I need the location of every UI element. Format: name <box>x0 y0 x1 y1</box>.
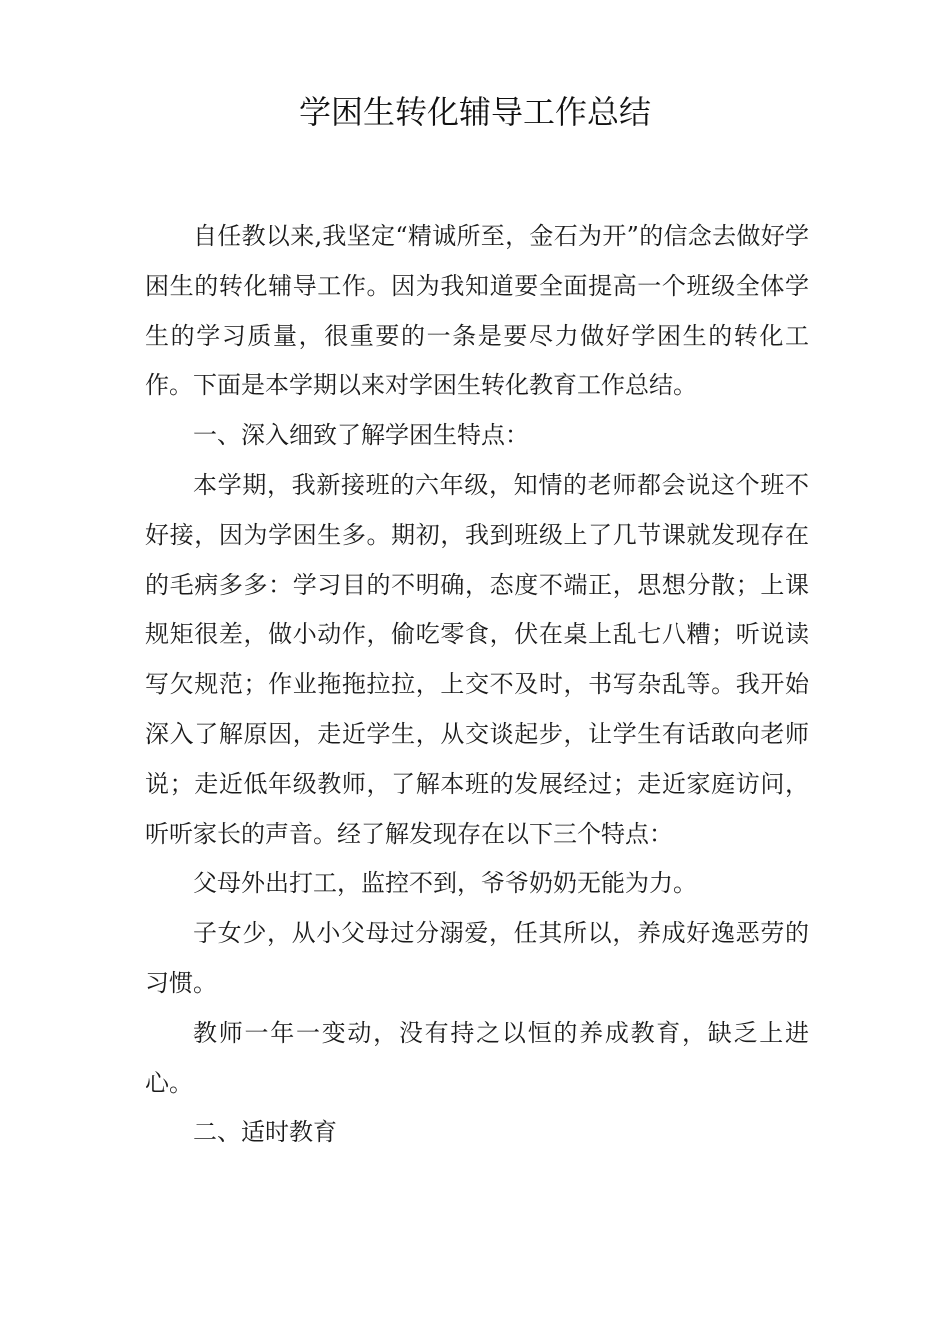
paragraph-feature-2: 子女少，从小父母过分溺爱，任其所以，养成好逸恶劳的习惯。 <box>145 919 809 997</box>
section-heading-1: 一、深入细致了解学困生特点： <box>193 421 529 450</box>
paragraph-feature-1: 父母外出打工，监控不到，爷爷奶奶无能为力。 <box>193 869 697 898</box>
document-title: 学困生转化辅导工作总结 <box>298 93 651 131</box>
paragraph-intro: 自任教以来,我坚定“精诚所至，金石为开”的信念去做好学困生的转化辅导工作。因为我知道要全面提高一个班级全体学生的学习质量，很重要的一条是要尽力做好学困生的转化工作。下面是本学期以来对学困生转化教育工作总结。 <box>145 222 809 400</box>
paragraph-feature-3: 教师一年一变动，没有持之以恒的养成教育，缺乏上进心。 <box>145 1018 809 1097</box>
section-heading-2: 二、适时教育 <box>193 1118 337 1147</box>
document-body <box>145 212 809 1158</box>
paragraph-class-problems: 本学期，我新接班的六年级，知情的老师都会说这个班不好接，因为学困生多。期初，我到班级上了几节课就发现存在的毛病多多：学习目的不明确，态度不端正，思想分散；上课规矩很差，做小动作，偷吃零食，伏在桌上乱七八糟；听说读写欠规范；作业拖拖拉拉，上交不及时，书写杂乱等。我开始深入了解原因，走近学生，从交谈起步，让学生有话敢向老师说；走近低年级教师，了解本班的发展经过；走近家庭访问，听听家长的声音。经了解发现存在以下三个特点： <box>145 470 809 848</box>
